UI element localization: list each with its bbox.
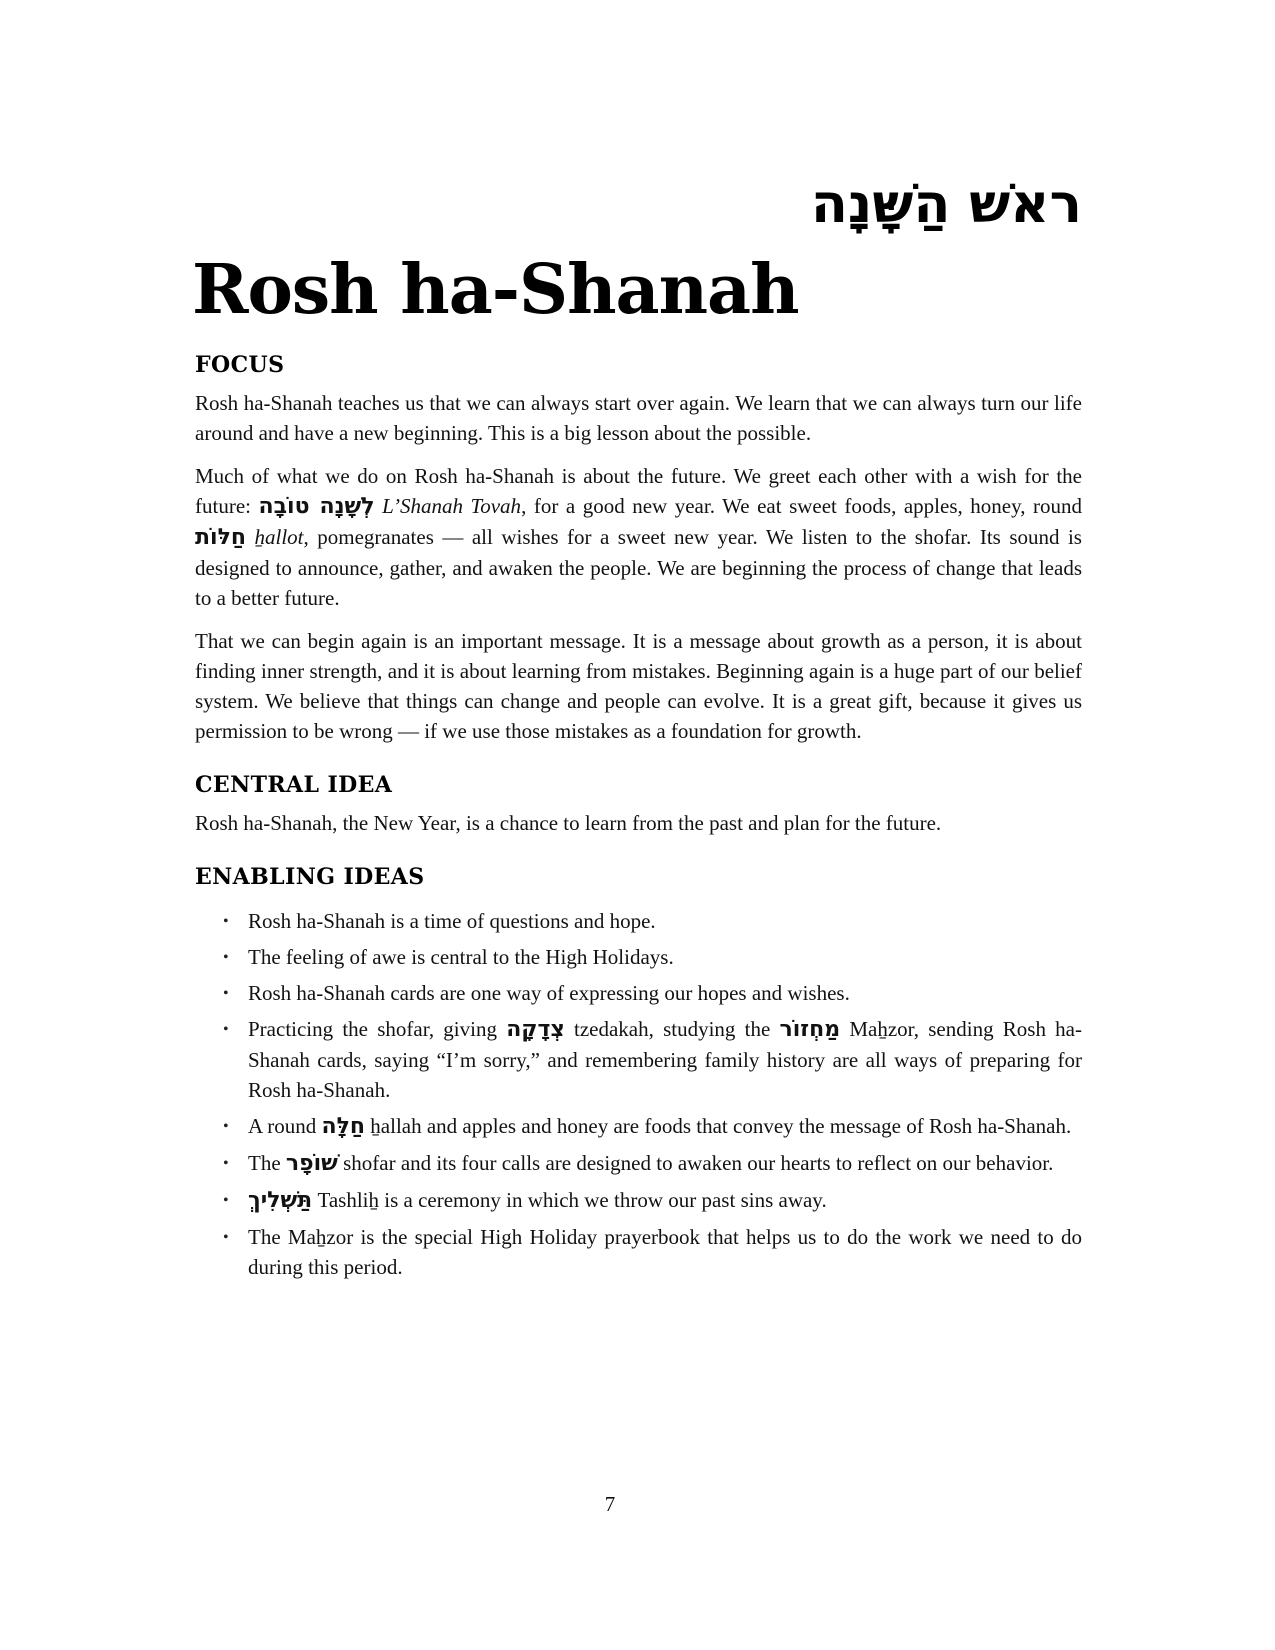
hebrew-term: תַּשְׁלִיךְ bbox=[248, 1188, 313, 1214]
enabling-ideas-list bbox=[195, 906, 1082, 1282]
list-item bbox=[248, 1185, 1082, 1216]
central-idea-paragraphs bbox=[195, 808, 1082, 838]
paragraph bbox=[195, 808, 1082, 838]
text-run: A round bbox=[248, 1114, 322, 1139]
list-item bbox=[248, 1014, 1082, 1105]
section-focus bbox=[195, 352, 1082, 746]
transliteration: L’Shanah Tovah bbox=[374, 494, 522, 519]
text-run: Maẖzor, sending Rosh ha-Shanah cards, saying “I’m sorry,” and remembering family history are all ways of preparing for Rosh ha-Shanah. bbox=[248, 1017, 1082, 1103]
paragraph bbox=[195, 626, 1082, 746]
text-run: Rosh ha-Shanah teaches us that we can always start over again. We learn that we can always turn our life around and have a new beginning. This is a big lesson about the possible. bbox=[195, 391, 1082, 446]
hebrew-term: צְדָקָה bbox=[506, 1017, 565, 1043]
list-item bbox=[248, 1148, 1082, 1179]
page-title: Rosh ha-Shanah bbox=[192, 249, 799, 330]
focus-heading: FOCUS bbox=[195, 352, 285, 379]
list-item bbox=[248, 942, 1082, 972]
paragraph bbox=[195, 461, 1082, 613]
central-idea-heading: CENTRAL IDEA bbox=[195, 772, 393, 799]
text-run: That we can begin again is an important message. It is a message about growth as a person, it is about finding inner strength, and it is about learning from mistakes. Beginning again is a huge part of our belief system. We believe that things can change and people can evolve. It is a great gift, because it gives us permission to be wrong — if we use those mistakes as a foundation for growth. bbox=[195, 629, 1082, 744]
section-enabling-ideas bbox=[195, 864, 1082, 1282]
list-item bbox=[248, 1111, 1082, 1142]
paragraph bbox=[195, 388, 1082, 448]
text-run: The bbox=[248, 1151, 286, 1176]
text-run: Tashliẖ is a ceremony in which we throw our past sins away. bbox=[312, 1188, 827, 1213]
transliteration: ẖallot bbox=[246, 525, 304, 550]
hebrew-term: לְשָׁנָה טוֹבָה bbox=[258, 494, 375, 520]
list-item bbox=[248, 906, 1082, 936]
hebrew-title: ראשׁ הַשָּׁנָה bbox=[810, 172, 1082, 235]
text-run: Practicing the shofar, giving bbox=[248, 1017, 507, 1042]
text-run: Rosh ha-Shanah, the New Year, is a chance to learn from the past and plan for the future. bbox=[195, 811, 942, 836]
hebrew-term: חַלּוֹת bbox=[195, 525, 247, 551]
text-run: The Maẖzor is the special High Holiday prayerbook that helps us to do the work we need to do during this period. bbox=[248, 1225, 1082, 1280]
page-number: 7 bbox=[604, 1492, 616, 1516]
hebrew-term: מַחְזוֹר bbox=[779, 1017, 841, 1043]
hebrew-term: חַלָּה bbox=[321, 1114, 366, 1140]
text-run: Much of what we do on Rosh ha-Shanah is about the future. We greet each other with a wish for the future: bbox=[195, 464, 1082, 519]
text-run: The feeling of awe is central to the High Holidays. bbox=[248, 945, 674, 970]
hebrew-term: שׁוֹפָר bbox=[285, 1151, 338, 1177]
list-item bbox=[248, 1222, 1082, 1282]
list-item bbox=[248, 978, 1082, 1008]
text-run: tzedakah, studying the bbox=[564, 1017, 780, 1042]
text-run: Rosh ha-Shanah is a time of questions and hope. bbox=[248, 909, 656, 934]
text-run: , for a good new year. We eat sweet foods, apples, honey, round bbox=[521, 494, 1082, 519]
text-run: shofar and its four calls are designed to awaken our hearts to reflect on our behavior. bbox=[337, 1151, 1054, 1176]
section-central-idea bbox=[195, 772, 1082, 838]
text-run: , pomegranates — all wishes for a sweet new year. We listen to the shofar. Its sound is designed to announce, gather, and awaken the people. We are beginning the process of change that leads to a better future. bbox=[195, 525, 1082, 611]
text-run: ẖallah and apples and honey are foods that convey the message of Rosh ha-Shanah. bbox=[365, 1114, 1072, 1139]
text-run: Rosh ha-Shanah cards are one way of expressing our hopes and wishes. bbox=[248, 981, 850, 1006]
focus-paragraphs bbox=[195, 388, 1082, 746]
enabling-ideas-heading: ENABLING IDEAS bbox=[195, 864, 425, 891]
